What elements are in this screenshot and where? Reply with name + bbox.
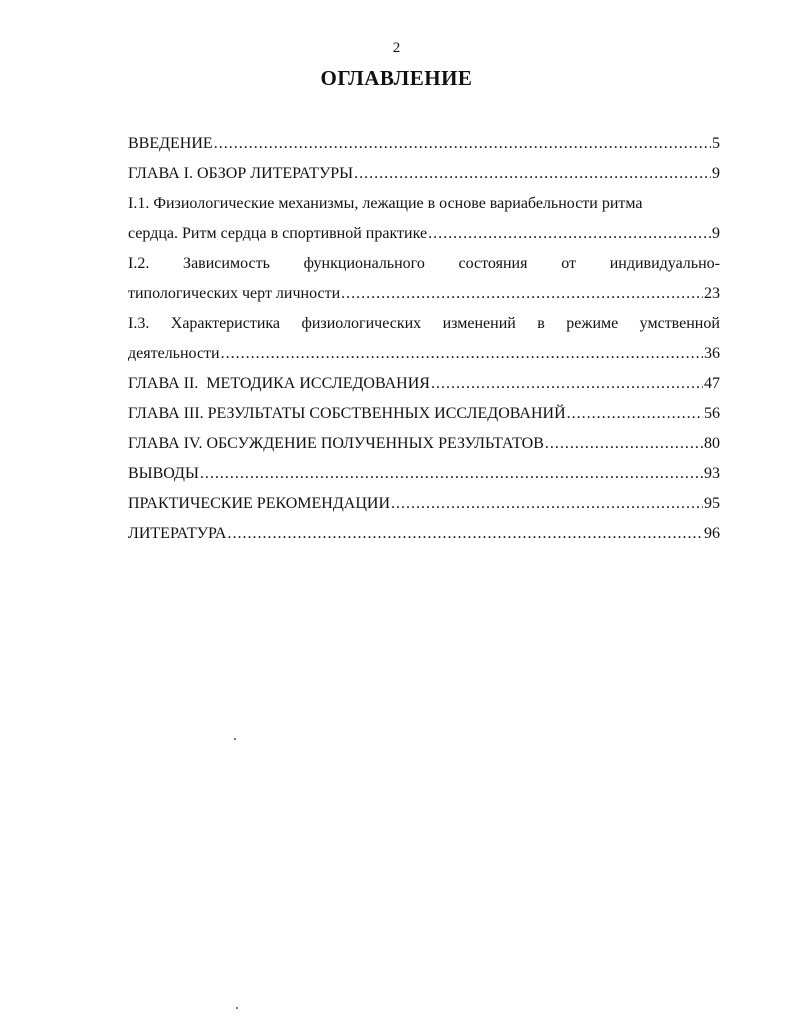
toc-leader-dots: [545, 434, 703, 454]
toc-page-number: 95: [704, 495, 720, 512]
toc-word: функционального: [303, 255, 425, 272]
toc-word: изменений: [442, 315, 516, 332]
toc-page-number: 93: [704, 465, 720, 482]
toc-leader-dots: [428, 224, 711, 244]
toc-word: I.3.: [128, 315, 150, 332]
toc-entry-label: ПРАКТИЧЕСКИЕ РЕКОМЕНДАЦИИ: [128, 495, 390, 512]
toc-page-number: 5: [712, 135, 720, 152]
toc-word: режиме: [566, 315, 619, 332]
toc-leader-dots: [431, 374, 703, 394]
toc-word: состояния: [458, 255, 528, 272]
toc-word: индивидуально-: [609, 255, 720, 272]
toc-page-number: 9: [712, 225, 720, 242]
toc-entry-label: деятельности: [128, 345, 220, 362]
toc-leader-dots: [567, 404, 703, 424]
toc-leader-dots: [221, 344, 703, 364]
toc-entry-label: ГЛАВА III. РЕЗУЛЬТАТЫ СОБСТВЕННЫХ ИССЛЕДОВАНИЙ: [128, 405, 566, 422]
toc-entry-chapter-4[interactable]: [128, 434, 720, 454]
toc-word: Зависимость: [183, 255, 270, 272]
toc-entry-section-1-1[interactable]: [128, 224, 720, 244]
toc-entry-label: ЛИТЕРАТУРА: [128, 525, 227, 542]
toc-entry-section-1-3[interactable]: [128, 344, 720, 364]
toc-leader-dots: [341, 284, 703, 304]
toc-entry-label: сердца. Ритм сердца в спортивной практике: [128, 225, 428, 242]
toc-leader-dots: [227, 524, 703, 544]
toc-entry-label: ВЫВОДЫ: [128, 465, 199, 482]
toc-page-number: 36: [704, 345, 720, 362]
toc-entry-label: ГЛАВА II. МЕТОДИКА ИССЛЕДОВАНИЯ: [128, 375, 430, 392]
toc-page-number: 23: [704, 285, 720, 302]
toc-word: физиологических: [301, 315, 422, 332]
toc-entry-conclusions[interactable]: [128, 464, 720, 484]
toc-leader-dots: [354, 164, 711, 184]
toc-entry-label: ГЛАВА IV. ОБСУЖДЕНИЕ ПОЛУЧЕННЫХ РЕЗУЛЬТАТОВ: [128, 435, 544, 452]
toc-leader-dots: [391, 494, 703, 514]
toc-word: в: [537, 315, 545, 332]
toc-entry-label: ГЛАВА I. ОБЗОР ЛИТЕРАТУРЫ: [128, 165, 354, 182]
toc-entry-label: типологических черт личности: [128, 285, 341, 302]
toc-entry-chapter-3[interactable]: [128, 404, 720, 424]
toc-entry-section-1-2-line1[interactable]: [128, 254, 720, 274]
toc-page-number: 56: [704, 405, 720, 422]
toc-word: умственной: [639, 315, 720, 332]
page-title: ОГЛАВЛЕНИЕ: [320, 66, 473, 90]
toc-entry-section-1-3-line1[interactable]: [128, 314, 720, 334]
toc-entry-literature[interactable]: [128, 524, 720, 544]
toc-page-number: 80: [704, 435, 720, 452]
toc-word: I.2.: [128, 255, 150, 272]
toc-entry-chapter-1[interactable]: [128, 164, 720, 184]
toc-entry-section-1-1-line1[interactable]: I.1. Физиологические механизмы, лежащие в основе вариабельности ритма: [128, 195, 643, 212]
toc-page-number: 96: [704, 525, 720, 542]
toc-entry-recommendations[interactable]: [128, 494, 720, 514]
toc-entry-chapter-2[interactable]: [128, 374, 720, 394]
toc-word: Характеристика: [170, 315, 281, 332]
scan-speck: [234, 738, 236, 740]
toc-page-number: 47: [704, 375, 720, 392]
toc-leader-dots: [214, 134, 711, 154]
toc-leader-dots: [200, 464, 703, 484]
toc-entry-label: ВВЕДЕНИЕ: [128, 135, 213, 152]
page-number: 2: [392, 40, 401, 56]
scan-speck: [236, 1007, 238, 1009]
toc-page-number: 9: [712, 165, 720, 182]
toc-entry-introduction[interactable]: [128, 134, 720, 154]
toc-entry-section-1-2[interactable]: [128, 284, 720, 304]
toc-word: от: [561, 255, 576, 272]
